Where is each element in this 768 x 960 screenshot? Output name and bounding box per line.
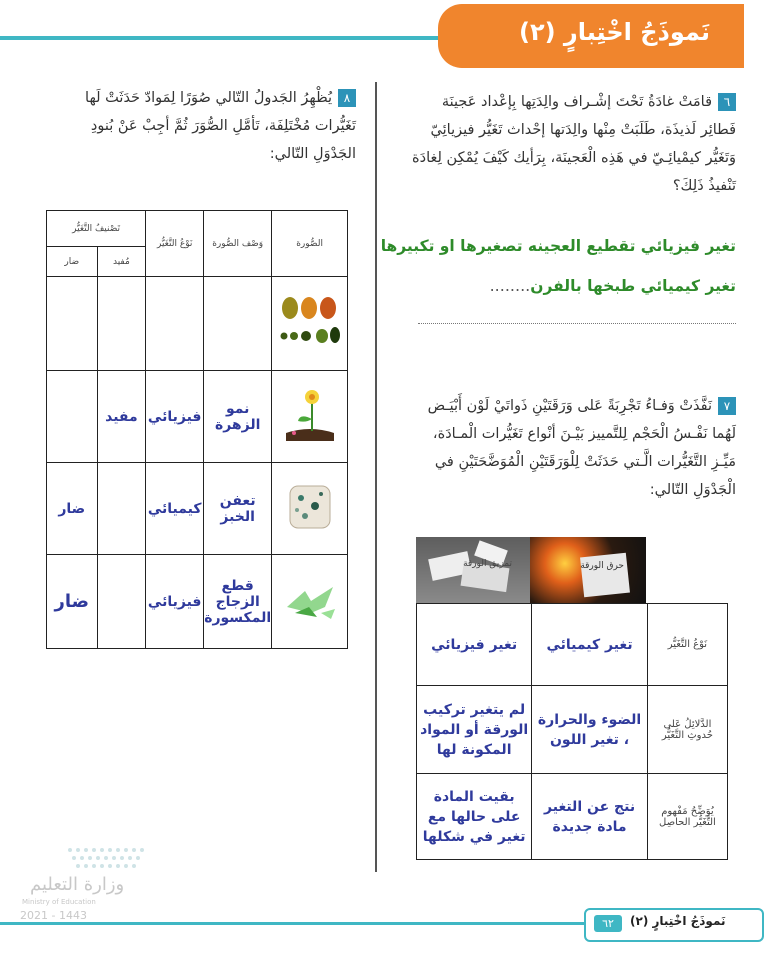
- burning-type: تغير كيميائي: [532, 604, 648, 686]
- burning-label: حرق الورقة: [580, 561, 624, 571]
- tearing-label: تمزيق الورقة: [463, 559, 512, 569]
- answer-6-chemical: تغير كيميائي طبخها بالفرن: [530, 277, 736, 295]
- row2-harmful: [47, 371, 98, 463]
- row4-harmful: ضار: [47, 555, 98, 649]
- header-useful: مُفيد: [97, 247, 146, 277]
- row3-desc: تعفن الخبز: [204, 463, 272, 555]
- question-7-text: نَفَّذَتْ وَفـاءُ تَجْرِبَةً عَلى وَرَقَتَيْنِ ذَواتَيْ لَوْن أَبْيَـض لَهُما نَفْـسُ الْحَجْم لِلتَّمييز بَيْـنَ أنْواع تَغَيُّرات الْمـادَة، مَيِّـزِ التَّغَيُّرات الَّـتي حَدَثَتْ لِلْوَرَقَتَيْنِ الْمُوَضَّحَتَيْنِ في الْجَدْوَلِ التّالي:: [427, 398, 736, 498]
- row3-useful: [97, 463, 146, 555]
- burning-evidence: الضوء والحرارة ، تغير اللون: [532, 686, 648, 774]
- table-row: [47, 463, 348, 555]
- tearing-concept: بقيت المادة على حالها مع تغير في شكلها: [417, 774, 532, 860]
- question-number-6: ٦: [718, 93, 736, 111]
- header-classification: تَصْنيفُ التَّغَيُّر: [47, 211, 146, 247]
- row1-useful: [97, 277, 146, 371]
- row4-desc: قطع الزجاج المكسورة: [204, 555, 272, 649]
- moldy-bread-image: [272, 463, 348, 555]
- footer-rule: [0, 922, 600, 925]
- materials-change-table: [46, 210, 348, 649]
- row1-desc: [204, 277, 272, 371]
- row3-type: كيميائي: [146, 463, 204, 555]
- question-6: [408, 88, 736, 200]
- question-6-text: قامَتْ غادَةُ تَحْتَ إشْـراف والِدَتِها بِإعْداد عَجينَة فَطائِر لَذيذَة، طَلَبَتْ مِنْها والِدَتها إحْداث تَغَيُّر فيزيائِيّ وَتَغَيُّر كيمْيائِـيّ في هَذِه الْعَجينَة، بِرَأيك كَيْفَ يُمْكِن لِغادَة تَنْفيذُ ذَلِكَ؟: [412, 94, 736, 194]
- row4-useful: [97, 555, 146, 649]
- ministry-year: 2021 - 1443: [20, 909, 87, 922]
- ministry-name-en: Ministry of Education: [22, 898, 96, 906]
- row2-type: فيزيائي: [146, 371, 204, 463]
- table-row: [47, 555, 348, 649]
- footer-title: نَموذَجُ اخْتِبارٍ (٢): [630, 914, 726, 928]
- question-8: [60, 84, 356, 168]
- question-7: [408, 392, 736, 504]
- header-image: الصُّورة: [272, 211, 348, 277]
- answer-6-physical: تغير فيزيائي تقطيع العجينه تصغيرها او تكبيرها: [380, 237, 736, 255]
- flower-image: [272, 371, 348, 463]
- column-divider: [375, 82, 377, 872]
- tearing-type: تغير فيزيائي: [417, 604, 532, 686]
- answer-dotted-line: [418, 323, 736, 324]
- row-header-concept: يُوَضِّحُ مَفْهوم التَّغَيُّر الحاصِل: [647, 774, 727, 860]
- question-number-8: ٨: [338, 89, 356, 107]
- page-title: نَموذَجُ اخْتِبارٍ (٢): [518, 18, 710, 46]
- answer-6-chemical-line: [420, 276, 736, 295]
- fruit-ripening-image: [272, 277, 348, 371]
- header-change-type: نَوْعُ التَّغَيُّر: [146, 211, 204, 277]
- row2-useful: مفيد: [97, 371, 146, 463]
- table-row: [47, 371, 348, 463]
- burning-concept: نتج عن التغير مادة جديدة: [532, 774, 648, 860]
- row1-type: [146, 277, 204, 371]
- header-harmful: ضار: [47, 247, 98, 277]
- answer-dots: ........: [489, 276, 531, 295]
- question-number-7: ٧: [718, 397, 736, 415]
- row1-harmful: [47, 277, 98, 371]
- row4-type: فيزيائي: [146, 555, 204, 649]
- ministry-logo-icon: [62, 844, 152, 872]
- question-8-text: يُظْهِرُ الجَدولُ التّالي صُوَرًا لِمَوادّ حَدَثَتْ لَها تَغَيُّرات مُخْتَلِفَة، تَأمَّلِ الصُّوَرَ ثُمَّ أجِبْ عَنْ بُنودِ الجَدْوَلِ التّالي:: [85, 90, 356, 162]
- broken-glass-image: [272, 555, 348, 649]
- header-rule: [0, 36, 455, 40]
- row-header-evidence: الدَّلائِلُ عَلى حُدوثِ التَّغَيُّر: [647, 686, 727, 774]
- row3-harmful: ضار: [47, 463, 98, 555]
- paper-change-table: [416, 603, 728, 860]
- torn-paper-photo: [416, 537, 530, 603]
- ministry-name: وزارة التعليم: [30, 874, 125, 895]
- table-row: [47, 277, 348, 371]
- tearing-evidence: لم يتغير تركيب الورقة أو المواد المكونة لها: [417, 686, 532, 774]
- header-description: وَصْف الصُّورة: [204, 211, 272, 277]
- burning-paper-photo: [530, 537, 646, 603]
- row-header-type: نَوْعُ التَّغَيُّر: [647, 604, 727, 686]
- page-number: ٦٢: [594, 915, 622, 932]
- row2-desc: نمو الزهرة: [204, 371, 272, 463]
